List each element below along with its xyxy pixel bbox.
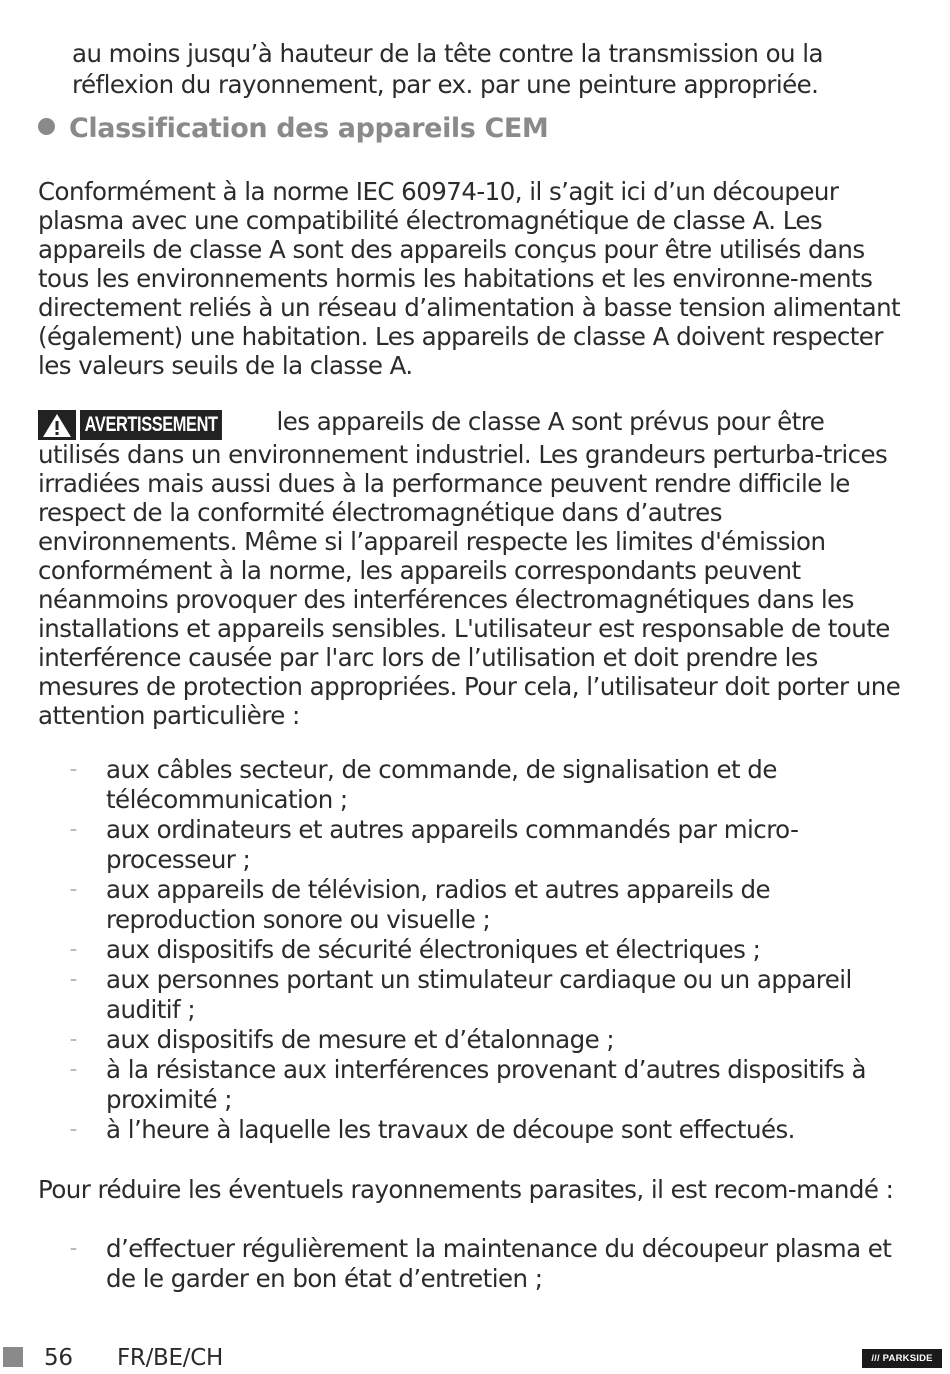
list-item <box>70 875 910 935</box>
dash-marker: – <box>70 1032 77 1048</box>
warning-text: les appareils de classe A sont prévus pour être utilisés dans un environnement industriel. Les grandeurs perturba-trices irradiées mais aussi dues à la performance peuvent rendre difficile le respect de la conformité électromagnétique dans d’autres environnements. Même si l’appareil respecte les limites d'émission conformément à la norme, les appareils correspondants peuvent néanmoins provoquer des interférences électromagnétiques dans les installations et appareils sensibles. L'utilisateur est responsable de toute interférence causée par l'arc lors de l’utilisation et doit prendre les mesures de protection appropriées. Pour cela, l’utilisateur doit porter une attention particulière : <box>38 407 901 730</box>
list-item <box>70 1055 910 1115</box>
dash-marker: – <box>70 762 77 778</box>
intro-paragraph: au moins jusqu’à hauteur de la tête contre la transmission ou la réflexion du rayonnement, par ex. par une peinture appropriée. <box>72 39 823 99</box>
list-item <box>70 1025 910 1055</box>
dash-marker: – <box>70 822 77 838</box>
list-item-text: aux câbles secteur, de commande, de signalisation et de télécommunication ; <box>106 755 777 814</box>
list-item <box>70 935 910 965</box>
list-item-text: aux personnes portant un stimulateur cardiaque ou un appareil auditif ; <box>106 965 852 1024</box>
list-item-text: à l’heure à laquelle les travaux de découpe sont effectués. <box>106 1115 795 1144</box>
dash-marker: – <box>70 1122 77 1138</box>
list-item <box>70 1234 910 1294</box>
list-item <box>70 965 910 1025</box>
dash-marker: – <box>70 1062 77 1078</box>
section-heading <box>38 113 548 144</box>
list-item-text: aux ordinateurs et autres appareils commandés par micro-processeur ; <box>106 815 799 874</box>
list-item-text: d’effectuer régulièrement la maintenance du découpeur plasma et de le garder en bon état d’entretien ; <box>106 1234 892 1293</box>
list-item-text: aux dispositifs de sécurité électroniques et électriques ; <box>106 935 761 964</box>
footer-square-icon <box>3 1347 23 1367</box>
dash-marker: – <box>70 972 77 988</box>
page-number: 56 <box>44 1345 73 1371</box>
section-heading-text: Classification des appareils CEM <box>69 113 549 144</box>
dash-marker: – <box>70 1241 77 1257</box>
list-item <box>70 1115 910 1145</box>
dash-marker: – <box>70 882 77 898</box>
region-code: FR/BE/CH <box>117 1345 223 1371</box>
list-item-text: aux appareils de télévision, radios et autres appareils de reproduction sonore ou visuelle ; <box>106 875 771 934</box>
warning-triangle-icon <box>38 410 76 440</box>
bullet-icon <box>38 118 55 135</box>
recommendation-list <box>70 1234 910 1294</box>
warning-paragraph <box>38 407 910 730</box>
interference-list <box>70 755 910 1145</box>
warning-badge <box>38 410 262 440</box>
list-item-text: à la résistance aux interférences provenant d’autres dispositifs à proximité ; <box>106 1055 866 1114</box>
list-item <box>70 755 910 815</box>
list-item <box>70 815 910 875</box>
dash-marker: – <box>70 942 77 958</box>
parkside-logo: /// PARKSIDE <box>862 1349 942 1368</box>
paragraph-classification: Conformément à la norme IEC 60974-10, il s’agit ici d’un découpeur plasma avec une compatibilité électromagnétique de classe A. Les appareils de classe A sont des appareils conçus pour être utilisés dans tous les environnements hormis les habitations et les environne-ments directement reliés à un réseau d’alimentation à basse tension alimentant (également) une habitation. Les appareils de classe A doivent respecter les valeurs seuils de la classe A. <box>38 177 901 380</box>
warning-label: AVERTISSEMENT <box>80 410 222 440</box>
paragraph-recommendation: Pour réduire les éventuels rayonnements parasites, il est recom-mandé : <box>38 1175 894 1204</box>
list-item-text: aux dispositifs de mesure et d’étalonnage ; <box>106 1025 615 1054</box>
